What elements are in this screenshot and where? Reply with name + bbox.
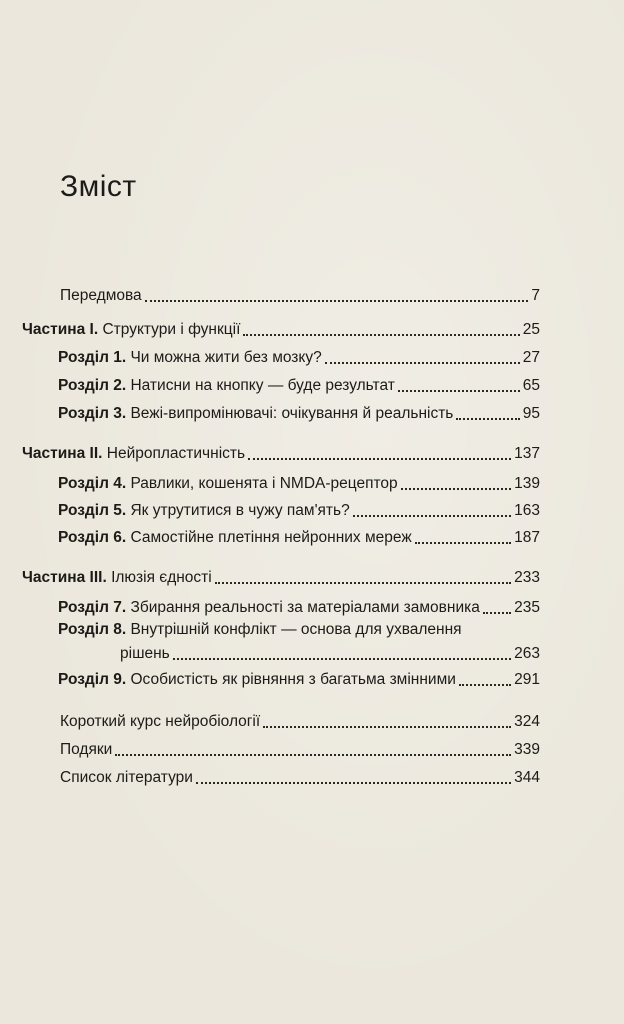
toc-page-number: 233 [514, 569, 540, 586]
toc-page-number: 65 [522, 377, 540, 394]
toc-entry-chapter-9 [58, 664, 540, 690]
toc-entry-label: Подяки [60, 741, 113, 758]
toc-entry-chapter-8 [58, 620, 540, 664]
toc-page-number: 163 [514, 502, 540, 519]
toc-entry-bibliography [60, 762, 540, 788]
toc-page-number: 25 [522, 321, 540, 338]
dot-leader [398, 390, 520, 392]
toc-entry-label: Розділ 3. Вежі-випромінювачі: очікування й реальність [58, 405, 454, 422]
page-title: Зміст [60, 170, 137, 203]
toc-entry-label-cont: рішень [120, 645, 170, 662]
toc-entry-label: Короткий курс нейробіології [60, 713, 261, 730]
toc-entry-label: Розділ 2. Натисни на кнопку — буде результат [58, 377, 395, 394]
toc-page-number: 263 [514, 645, 540, 662]
toc-entry-label: Частина II. Нейропластичність [22, 445, 246, 462]
toc-entry-chapter-3 [58, 398, 540, 424]
toc-entry-continuation [120, 644, 540, 664]
toc-entry-label: Частина I. Структури і функції [22, 321, 241, 338]
dot-leader [459, 684, 511, 686]
toc-entry-chapter-6 [58, 522, 540, 548]
toc-entry-chapter-7 [58, 592, 540, 618]
toc-entry-part-1 [22, 314, 540, 340]
dot-leader [483, 612, 511, 614]
toc-entry-label: Передмова [60, 287, 142, 304]
toc-entry-label: Розділ 4. Равлики, кошенята і NMDA-рецептор [58, 475, 398, 492]
toc-entry-label: Розділ 9. Особистість як рівняння з багатьма змінними [58, 671, 456, 688]
toc-page-number: 291 [514, 671, 540, 688]
toc-page-number: 95 [522, 405, 540, 422]
dot-leader [173, 658, 511, 660]
toc-entry-label: Розділ 7. Збирання реальності за матеріалами замовника [58, 599, 480, 616]
dot-leader [456, 418, 519, 420]
dot-leader [196, 782, 511, 784]
toc-page-number: 27 [522, 349, 540, 366]
dot-leader [145, 300, 529, 302]
toc-entry-part-2 [22, 438, 540, 464]
toc-entry-label: Розділ 8. Внутрішній конфлікт — основа для ухвалення [58, 621, 462, 638]
toc-entry-acknowledgements [60, 734, 540, 760]
toc-page-number: 137 [514, 445, 540, 462]
toc-entry-label: Список літератури [60, 769, 193, 786]
toc-page-number: 344 [514, 769, 540, 786]
dot-leader [248, 458, 511, 460]
dot-leader [243, 334, 519, 336]
toc-entry-label: Частина III. Ілюзія єдності [22, 569, 212, 586]
toc-entry-part-3 [22, 562, 540, 588]
toc-entry-chapter-2 [58, 370, 540, 396]
toc-page-number: 324 [514, 713, 540, 730]
toc-entry-label: Розділ 5. Як утрутитися в чужу пам'ять? [58, 502, 350, 519]
toc-entry-chapter-1 [58, 342, 540, 368]
dot-leader [401, 488, 511, 490]
dot-leader [415, 542, 511, 544]
toc-page-number: 235 [514, 599, 540, 616]
dot-leader [263, 726, 511, 728]
toc-entry-chapter-4 [58, 468, 540, 494]
dot-leader [353, 515, 511, 517]
dot-leader [215, 582, 511, 584]
toc-page-number: 139 [514, 475, 540, 492]
dot-leader [325, 362, 520, 364]
dot-leader [115, 754, 511, 756]
toc-page-number: 339 [514, 741, 540, 758]
toc-page-number: 7 [531, 287, 540, 304]
toc-entry-chapter-5 [58, 495, 540, 521]
toc-entry-neurobiology-course [60, 706, 540, 732]
toc-page-number: 187 [514, 529, 540, 546]
toc-entry-preface [60, 280, 540, 306]
toc-entry-label: Розділ 1. Чи можна жити без мозку? [58, 349, 322, 366]
toc-entry-label: Розділ 6. Самостійне плетіння нейронних мереж [58, 529, 412, 546]
